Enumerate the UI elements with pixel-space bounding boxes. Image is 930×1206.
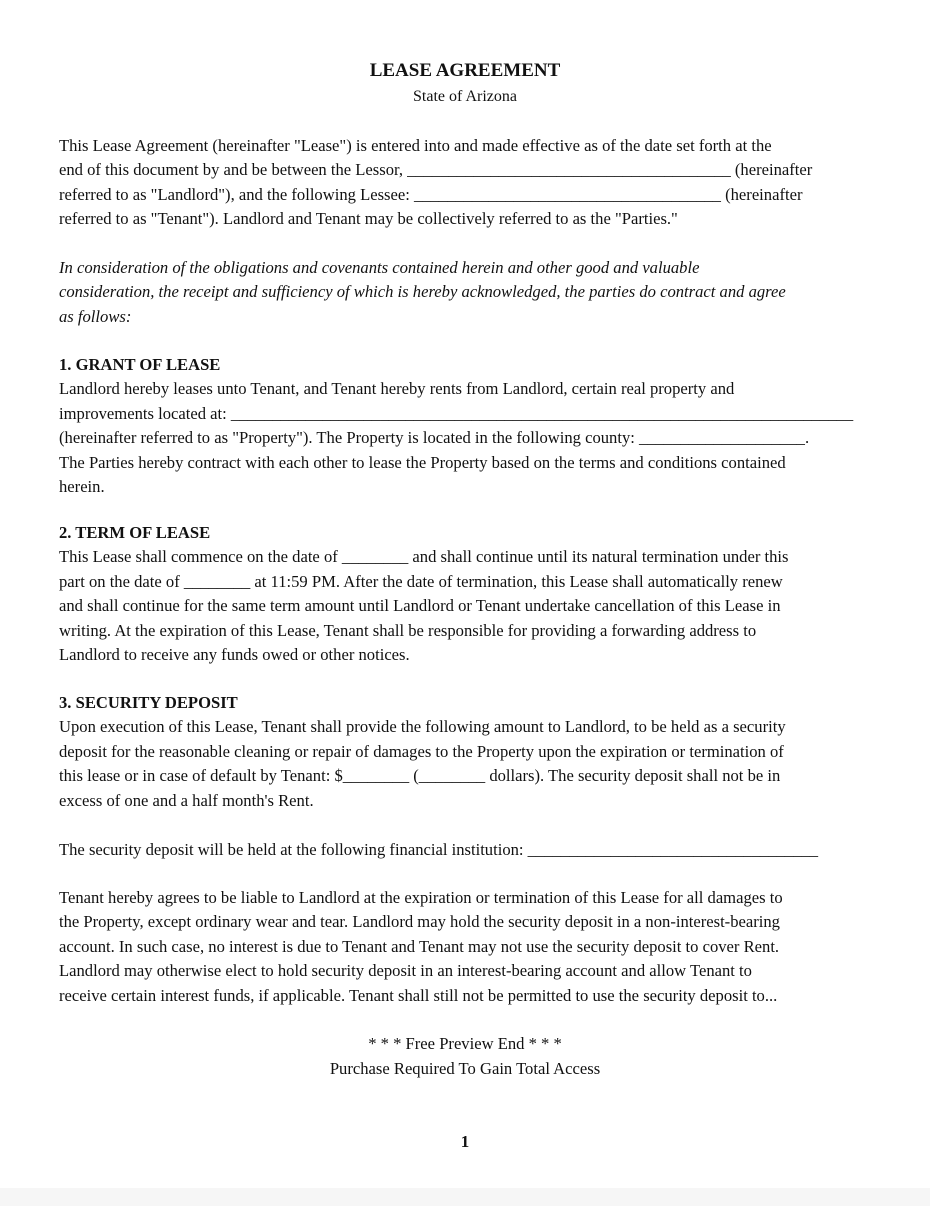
text-line: Tenant hereby agrees to be liable to Landlord at the expiration or termination of this Lease for all damages to — [59, 888, 783, 907]
text-line: as follows: — [59, 306, 132, 326]
text-line: The security deposit will be held at the following financial institution: ___________________________________ — [59, 840, 819, 859]
section-security-deposit — [59, 691, 874, 813]
purchase-required-text: Purchase Required To Gain Total Access — [329, 1058, 601, 1078]
text-line: receive certain interest funds, if applicable. Tenant shall still not be permitted to use the security deposit to... — [59, 985, 778, 1005]
preview-notice — [0, 1032, 930, 1081]
text-line: the Property, except ordinary wear and tear. Landlord may hold the security deposit in a non-interest-bearing — [59, 912, 780, 932]
text-line: The Parties hereby contract with each other to lease the Property based on the terms and conditions contained — [59, 452, 786, 472]
section-heading: 3. SECURITY DEPOSIT — [59, 693, 238, 712]
text-line: herein. — [59, 476, 105, 496]
text-line: writing. At the expiration of this Lease, Tenant shall be responsible for providing a forwarding address to — [59, 620, 757, 640]
section-heading: 1. GRANT OF LEASE — [59, 355, 221, 374]
document-title: LEASE AGREEMENT — [369, 60, 561, 81]
preview-end-text: * * * Free Preview End * * * — [368, 1034, 562, 1053]
document-subtitle: State of Arizona — [413, 88, 517, 105]
page-bottom-edge — [0, 1188, 930, 1206]
text-line: and shall continue for the same term amount until Landlord or Tenant undertake cancellation of this Lease in — [59, 596, 781, 616]
text-line: Landlord may otherwise elect to hold security deposit in an interest-bearing account and allow Tenant to — [59, 961, 752, 981]
text-line: part on the date of ________ at 11:59 PM. After the date of termination, this Lease shall automatically renew — [59, 571, 783, 591]
text-line: referred to as "Landlord"), and the following Lessee: _____________________________________ (hereinafter — [59, 184, 803, 204]
text-line: improvements located at: ___________________________________________________________________________ — [59, 403, 854, 423]
institution-paragraph — [59, 838, 874, 862]
text-line: referred to as "Tenant"). Landlord and Tenant may be collectively referred to as the "Parties." — [59, 209, 678, 229]
text-line: this lease or in case of default by Tenant: $________ (________ dollars). The security deposit shall not be in — [59, 766, 781, 786]
text-line: account. In such case, no interest is due to Tenant and Tenant may not use the security deposit to cover Rent. — [59, 936, 780, 956]
section-heading: 2. TERM OF LEASE — [59, 523, 211, 542]
text-line: end of this document by and be between the Lessor, _______________________________________ (hereinafter — [59, 160, 813, 180]
liability-paragraph — [59, 886, 874, 1008]
text-line: Upon execution of this Lease, Tenant shall provide the following amount to Landlord, to be held as a security — [59, 717, 786, 737]
section-grant-of-lease — [59, 353, 874, 499]
text-line: deposit for the reasonable cleaning or repair of damages to the Property upon the expiration or termination of — [59, 741, 784, 761]
text-line: In consideration of the obligations and covenants contained herein and other good and valuable — [59, 258, 700, 277]
text-line: This Lease shall commence on the date of ________ and shall continue until its natural termination under this — [59, 547, 789, 567]
text-line: excess of one and a half month's Rent. — [59, 790, 314, 810]
consideration-paragraph — [59, 256, 874, 329]
page-number: 1 — [460, 1132, 470, 1151]
text-line: (hereinafter referred to as "Property"). The Property is located in the following county: ____________________. — [59, 428, 810, 448]
text-line: Landlord to receive any funds owed or other notices. — [59, 644, 410, 664]
section-term-of-lease — [59, 521, 874, 667]
text-line: Landlord hereby leases unto Tenant, and Tenant hereby rents from Landlord, certain real property and — [59, 379, 735, 399]
text-line: This Lease Agreement (hereinafter "Lease") is entered into and made effective as of the date set forth at the — [59, 136, 772, 155]
intro-paragraph — [59, 134, 874, 232]
text-line: consideration, the receipt and sufficiency of which is hereby acknowledged, the parties do contract and agree — [59, 282, 786, 302]
